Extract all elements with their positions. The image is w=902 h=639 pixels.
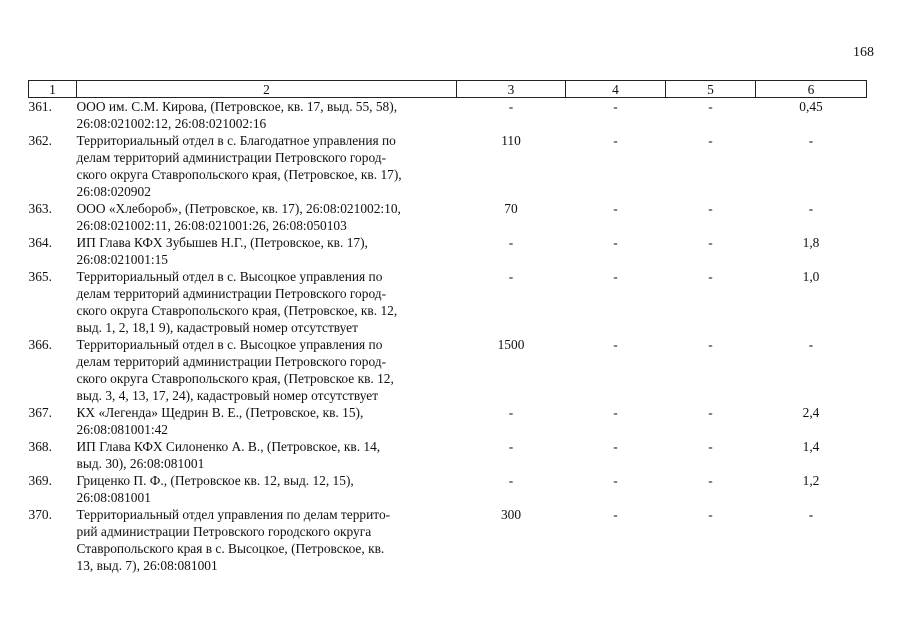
description-line: Гриценко П. Ф., (Петровское кв. 12, выд. 12, 15), <box>76 473 354 488</box>
value-cell-c4: - <box>613 235 618 250</box>
description-line: ИП Глава КФХ Зубышев Н.Г., (Петровское, кв. 17), <box>76 235 368 250</box>
value-cell-c4: - <box>613 507 618 522</box>
row-description <box>77 132 457 200</box>
description-line: 26:08:021002:12, 26:08:021002:16 <box>76 116 267 131</box>
description-line: делам территорий администрации Петровского город- <box>76 354 387 369</box>
value-cell-c4: - <box>613 473 618 488</box>
description-line: ООО «Хлебороб», (Петровское, кв. 17), 26:08:021002:10, <box>76 201 401 216</box>
value-cell-c5: - <box>708 269 713 284</box>
description-line: 13, выд. 7), 26:08:081001 <box>76 558 218 573</box>
table-body <box>29 98 867 575</box>
value-cell-c6: 2,4 <box>802 405 820 420</box>
value-cell-c6: - <box>808 337 814 352</box>
value-cell-c3: - <box>508 439 514 454</box>
row-number: 364. <box>28 235 52 250</box>
value-cell-c6: 1,8 <box>802 235 820 250</box>
table-row <box>29 506 867 574</box>
value-cell-c3: - <box>508 405 514 420</box>
value-cell-c3: 110 <box>501 133 521 148</box>
value-cell-c5: - <box>708 133 713 148</box>
value-cell-c5: - <box>708 439 713 454</box>
value-cell-c5: - <box>708 337 713 352</box>
description-line: 26:08:081001 <box>76 490 151 505</box>
table-row <box>29 336 867 404</box>
column-header-1: 1 <box>29 81 77 98</box>
table-row <box>29 268 867 336</box>
row-number: 367. <box>28 405 52 420</box>
row-number: 370. <box>28 507 52 522</box>
value-cell-c3: 300 <box>500 507 522 522</box>
value-cell-c3: - <box>508 235 514 250</box>
value-cell-c4: - <box>613 405 618 420</box>
row-number: 361. <box>28 99 52 114</box>
value-cell-c5: - <box>708 99 713 114</box>
value-cell-c5: - <box>708 507 713 522</box>
value-cell-c5: - <box>708 405 713 420</box>
table-row <box>29 404 867 438</box>
table-row <box>29 438 867 472</box>
value-cell-c5: - <box>708 201 713 216</box>
value-cell-c3: - <box>508 99 514 114</box>
value-cell-c6: - <box>808 507 814 522</box>
row-description <box>77 472 457 506</box>
description-line: 26:08:021002:11, 26:08:021001:26, 26:08:050103 <box>76 218 347 233</box>
row-number: 369. <box>28 473 52 488</box>
description-line: ского округа Ставропольского края, (Петровское, кв. 12, <box>76 303 398 318</box>
description-line: делам территорий администрации Петровского город- <box>76 286 387 301</box>
value-cell-c3: - <box>508 473 514 488</box>
row-number: 363. <box>28 201 52 216</box>
row-number: 368. <box>28 439 52 454</box>
header-row <box>29 81 867 98</box>
table-row <box>29 132 867 200</box>
description-line: КХ «Легенда» Щедрин В. Е., (Петровское, кв. 15), <box>76 405 364 420</box>
value-cell-c4: - <box>613 269 618 284</box>
value-cell-c4: - <box>613 99 618 114</box>
value-cell-c6: 1,2 <box>802 473 820 488</box>
row-number: 365. <box>28 269 52 284</box>
value-cell-c6: - <box>808 201 814 216</box>
column-header-5: 5 <box>666 81 756 98</box>
description-line: 26:08:020902 <box>76 184 151 199</box>
value-cell-c4: - <box>613 337 618 352</box>
description-line: Территориальный отдел в с. Высоцкое управления по <box>76 269 383 284</box>
value-cell-c3: 1500 <box>497 337 525 352</box>
row-description <box>77 404 457 438</box>
row-description <box>77 200 457 234</box>
description-line: Территориальный отдел в с. Благодатное управления по <box>76 133 396 148</box>
description-line: ООО им. С.М. Кирова, (Петровское, кв. 17, выд. 55, 58), <box>76 99 398 114</box>
value-cell-c5: - <box>708 235 713 250</box>
description-line: ского округа Ставропольского края, (Петровское кв. 12, <box>76 371 394 386</box>
row-description <box>77 438 457 472</box>
value-cell-c5: - <box>708 473 713 488</box>
row-description <box>77 506 457 574</box>
description-line: выд. 30), 26:08:081001 <box>76 456 205 471</box>
description-line: ского округа Ставропольского края, (Петровское, кв. 17), <box>76 167 402 182</box>
row-description <box>77 268 457 336</box>
column-header-2: 2 <box>77 81 457 98</box>
column-header-3: 3 <box>457 81 566 98</box>
column-header-4: 4 <box>566 81 666 98</box>
value-cell-c6: 1,4 <box>802 439 820 454</box>
row-number: 362. <box>28 133 52 148</box>
value-cell-c6: 1,0 <box>802 269 820 284</box>
row-description <box>77 234 457 268</box>
row-description <box>77 336 457 404</box>
description-line: выд. 1, 2, 18,1 9), кадастровый номер отсутствует <box>76 320 358 335</box>
description-line: Ставропольского края в с. Высоцкое, (Петровское, кв. <box>76 541 385 556</box>
column-header-6: 6 <box>756 81 867 98</box>
description-line: делам территорий администрации Петровского город- <box>76 150 387 165</box>
description-line: 26:08:021001:15 <box>76 252 169 267</box>
value-cell-c3: - <box>508 269 514 284</box>
row-description <box>77 98 457 133</box>
description-line: рий администрации Петровского городского округа <box>76 524 372 539</box>
data-table <box>28 80 867 574</box>
table-row <box>29 200 867 234</box>
row-number: 366. <box>28 337 52 352</box>
value-cell-c3: 70 <box>504 201 518 216</box>
table-row <box>29 472 867 506</box>
description-line: 26:08:081001:42 <box>76 422 169 437</box>
value-cell-c6: - <box>808 133 814 148</box>
table-row <box>29 234 867 268</box>
description-line: Территориальный отдел в с. Высоцкое управления по <box>76 337 383 352</box>
value-cell-c4: - <box>613 439 618 454</box>
description-line: Территориальный отдел управления по делам террито- <box>76 507 391 522</box>
table-row <box>29 98 867 133</box>
value-cell-c4: - <box>613 133 618 148</box>
value-cell-c6: 0,45 <box>799 99 823 114</box>
value-cell-c4: - <box>613 201 618 216</box>
description-line: выд. 3, 4, 13, 17, 24), кадастровый номер отсутствует <box>76 388 379 403</box>
description-line: ИП Глава КФХ Силоненко А. В., (Петровское, кв. 14, <box>76 439 381 454</box>
page-number: 168 <box>853 45 874 60</box>
